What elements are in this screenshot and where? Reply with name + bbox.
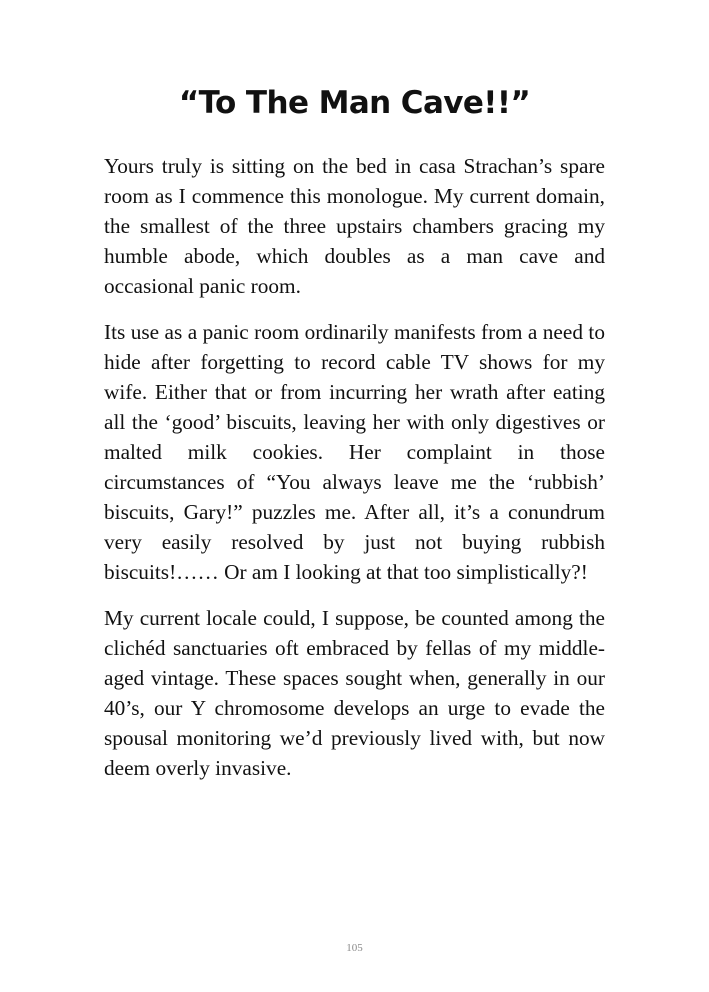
body-text xyxy=(104,151,605,799)
paragraph-2: Its use as a panic room ordinarily manifests from a need to hide after forgetting to record cable TV shows for my wife. Either that or from incurring her wrath after eating all the ‘good’ biscuits, leaving her with only digestives or malted milk cookies. Her complaint in those circumstances of “You always leave me the ‘rubbish’ biscuits, Gary!” puzzles me. After all, it’s a conundrum very easily resolved by just not buying rubbish biscuits!…… Or am I looking at that too simplistically?! xyxy=(104,320,605,584)
paragraph-3: My current locale could, I suppose, be counted among the clichéd sanctuaries oft embraced by fellas of my middle-aged vintage. These spaces sought when, generally in our 40’s, our Y chromosome develops an urge to evade the spousal monitoring we’d previously lived with, but now deem overly invasive. xyxy=(104,606,605,780)
page-number: 105 xyxy=(346,942,363,954)
chapter-title: “To The Man Cave!!” xyxy=(178,85,531,121)
paragraph-1: Yours truly is sitting on the bed in casa Strachan’s spare room as I commence this monologue. My current domain, the smallest of the three upstairs chambers gracing my humble abode, which doubles as a man cave and occasional panic room. xyxy=(104,154,605,298)
